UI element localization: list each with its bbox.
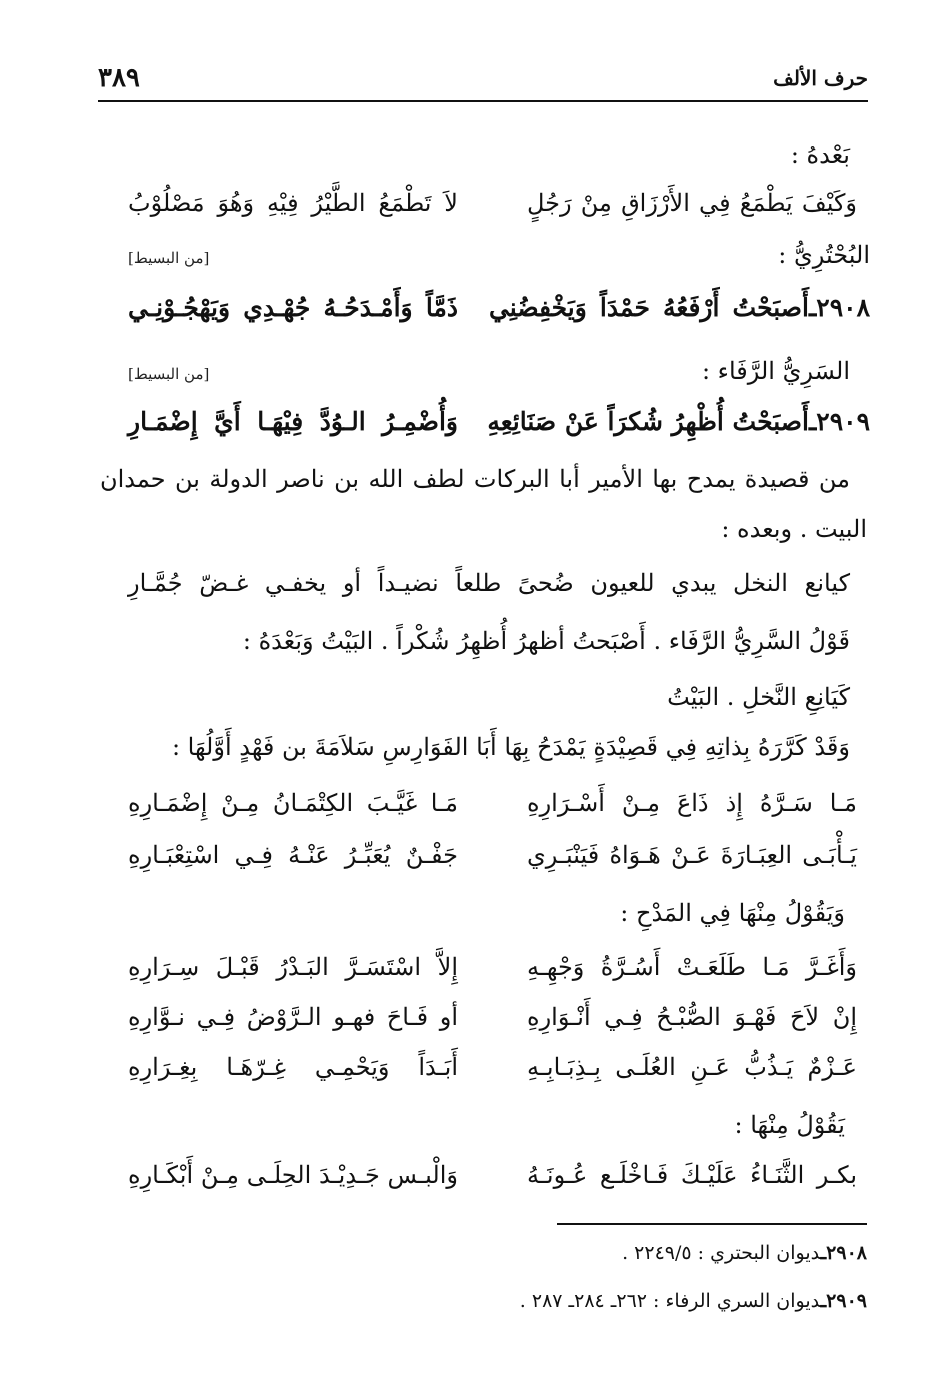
verse-line: [128, 1002, 857, 1033]
poet-name: السَرِيُّ الرَّفَاء :: [701, 357, 850, 385]
poet-name: البُحْتُرِيُّ :: [778, 241, 870, 269]
verse-hemistich-second: أو فَـاحَ فهـو الـرَّوْضُ فِـي نـوَّارِهِ: [128, 1003, 458, 1031]
verse-hemistich-second: ذَمَّاً وَأَمْـدَحُـهُ جُهْـدِي وَيَهْجُـوْنِـي: [128, 293, 458, 322]
verse-line: [128, 952, 857, 983]
footnote-text: ديوان السري الرفاء : ٢٦٢ـ ٢٨٤ـ ٢٨٧ .: [519, 1290, 821, 1312]
text-line: قَوْلُ السَّرِيُّ الرَّفَاء . أَصْبَحتُ أظهرُ أُظهِرُ شُكْراً . البَيْتُ وَبَعْدَهُ :: [242, 627, 850, 655]
verse-number: ٢٩٠٨ـ: [808, 293, 870, 322]
verse-line: [128, 1052, 857, 1083]
text-line: كيانع النخل يبدي للعيون ضُحىً طلعاً نضيـداً أو يخفـي غـضّ جُمَّـارِ: [128, 569, 850, 597]
verse-line: [128, 292, 870, 325]
verse-hemistich-second: لاَ تَطْمَعُ الطَّيْرُ فِيْهِ وَهُوَ مَصْلُوْبُ: [128, 189, 458, 217]
verse-hemistich-first: أَصبَحْتُ أَرْفَعُهُ حَمْدَاً وَيَخْفِضُنِي: [488, 293, 809, 322]
verse-hemistich-first: مَـا سَـرَّهُ إِذ ذَاعَ مِـنْ أَسْـرَارِهِ: [527, 789, 857, 817]
verse-hemistich-second: أَبَـدَاً وَيَحْمِـي غِـرّهَـا بِغِـرَارِهِ: [128, 1053, 458, 1081]
verse-hemistich-first: إِنْ لاَحَ فَهْـوَ الصُّبْـحُ فِـي أَنْـوَارِهِ: [527, 1003, 857, 1031]
footnote-number: ٢٩٠٩ـ: [820, 1290, 867, 1312]
verse-number: ٢٩٠٩ـ: [808, 407, 870, 436]
footnote: [520, 1290, 867, 1312]
text-line: كَيَانِعِ النَّخلِ . البَيْتُ: [667, 683, 850, 711]
verse-line: [128, 1160, 857, 1191]
verse-hemistich-first: وَكَيْفَ يَطْمَعُ فِي الأَرْزَاقِ مِنْ رَجُلٍ: [527, 189, 857, 217]
page-number: ٣٨٩: [98, 63, 140, 93]
text-line: يَقُوْلُ مِنْهَا :: [734, 1111, 845, 1139]
verse-hemistich-first: عَـزْمٌ يَـذُبُّ عَـنِ العُلَـى بِـذِبَـابِـهِ: [527, 1053, 857, 1081]
verse-line: [128, 840, 857, 871]
meter-label: [من البسيط]: [128, 249, 210, 267]
footnote: [622, 1242, 867, 1264]
page-header: [98, 58, 868, 98]
verse-line: [128, 406, 870, 439]
verse-line: [128, 188, 857, 219]
poet-label: [128, 240, 870, 271]
prose-line: البيت . وبعده :: [721, 515, 867, 543]
footnote-number: ٢٩٠٨ـ: [820, 1242, 867, 1264]
verse-hemistich-first: وَأَغَـرَّ مَـا طَلَعَـتْ أَسُـرَّةُ وَجْهِـهِ: [527, 953, 857, 981]
verse-hemistich-second: وَأُضْمِـرُ الـوُدَّ فِيْهَـا أَيَّ إِضْمَـارِ: [128, 407, 458, 436]
verse-hemistich-first: بكـر الثَّنَـاءُ عَلَيْـكَ فَـاخْلَـع عُـونَـهُ: [527, 1161, 857, 1189]
footnote-rule: [557, 1223, 867, 1225]
prose-line: من قصيدة يمدح بها الأمير أبا البركات لطف الله بن ناصر الدولة بن حمدان: [100, 465, 850, 493]
verse-hemistich-second: وَالْبـس جَـدِيْـدَ الحِلَـى مِـنْ أَبْكَـارِهِ: [128, 1161, 458, 1189]
verse-hemistich-first: يَـأْبَـى العِبَـارَةَ عَـنْ هَـوَاهُ فَيَنْبَـرِي: [527, 841, 857, 869]
chapter-title: حرف الألف: [773, 66, 868, 90]
verse-line: [128, 788, 857, 819]
text-line: وَيَقُوْلُ مِنْهَا فِي المَدْحِ :: [620, 899, 845, 927]
verse-hemistich-second: إِلاَّ اسْتَسَـرَّ البَـدْرُ قَبْـلَ سِـرَارِهِ: [128, 953, 458, 981]
header-rule: [98, 100, 868, 102]
verse-hemistich-first: أَصبَحْتُ أُظْهِرُ شُكرَاً عَنْ صَنَائِعِهِ: [487, 407, 809, 436]
text-line: وَقَدْ كَرَّرَهُ بِذاتِهِ فِي قَصِيْدَةٍ يَمْدَحُ بِهَا أَبَا الفَوَارِسِ سَلاَمَةَ بن فَهْدٍ أَوَّلُهَا :: [171, 733, 850, 761]
text-line: بَعْدهُ :: [790, 141, 850, 169]
footnote-text: ديوان البحتري : ٢٢٤٩/٥ .: [622, 1242, 821, 1264]
verse-hemistich-second: مَـا غَيَّـبَ الكِتْمَـانُ مِـنْ إِضْمَـارِهِ: [128, 789, 458, 817]
meter-label: [من البسيط]: [128, 365, 210, 383]
poet-label: [128, 356, 850, 387]
verse-hemistich-second: جَفْـنٌ يُعَبِّـرُ عَنْـهُ فِـي اسْتِعْبَـارِهِ: [128, 841, 458, 869]
